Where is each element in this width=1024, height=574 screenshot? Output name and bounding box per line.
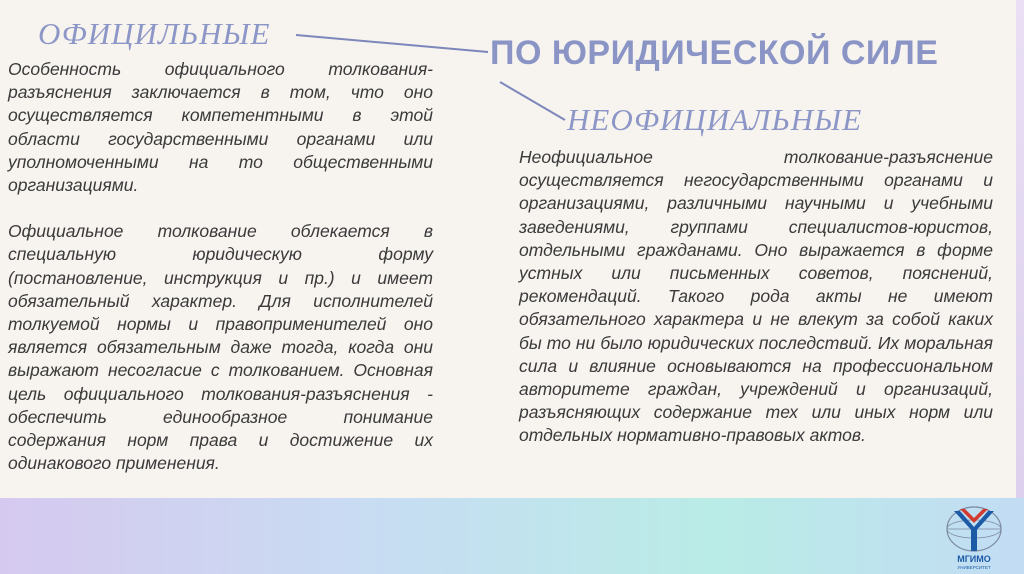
unofficial-paragraph: Неофициальное толкование-разъяснение осуществляется негосударственными органами и организациями, различными научными и учебными заведениями, группами специалистов-юристов, отдельными гражданами. Оно выражается в форме устных или письменных советов, пояснений, рекомендаций. Такого рода акты не имеют обязательного характера и не влекут за собой каких бы то ни было юридических последствий. Их моральная сила и влияние основываются на профессиональном авторитете граждан, учреждений и организаций, разъясняющих содержание тех или иных норм или отдельных нормативно-правовых актов. xyxy=(519,147,993,446)
logo-text: МГИМО xyxy=(957,554,991,564)
mgimo-emblem-icon xyxy=(947,507,1001,551)
bottom-gradient-band xyxy=(0,498,1024,574)
connector-line-official xyxy=(296,35,488,52)
heading-by-legal-force: ПО ЮРИДИЧЕСКОЙ СИЛЕ xyxy=(490,34,939,72)
heading-unofficial: НЕОФИЦИАЛЬНЫЕ xyxy=(567,102,863,137)
official-paragraph-1: Особенность официального толкования-разъяснения заключается в том, что оно осуществляется компетентными в этой области государственными органами или уполномоченными на то общественными организациями. xyxy=(8,59,433,196)
official-paragraph-2: Официальное толкование облекается в специальную юридическую форму (постановление, инструкция и пр.) и имеет обязательный характер. Для исполнителей толкуемой нормы и правоприменителей оно является обязательным даже тогда, когда они выражают несогласие с толкованием. Основная цель официального толкования-разъяснения - обеспечить единообразное понимание содержания норм права и достижение их одинакового применения. xyxy=(8,221,433,474)
unofficial-description xyxy=(519,146,993,448)
logo-subtext: УНИВЕРСИТЕТ xyxy=(957,565,991,570)
official-description xyxy=(8,58,433,475)
connector-line-unofficial xyxy=(500,82,565,120)
mgimo-logo xyxy=(932,503,1016,571)
heading-official: ОФИЦИЛЬНЫЕ xyxy=(38,16,271,51)
